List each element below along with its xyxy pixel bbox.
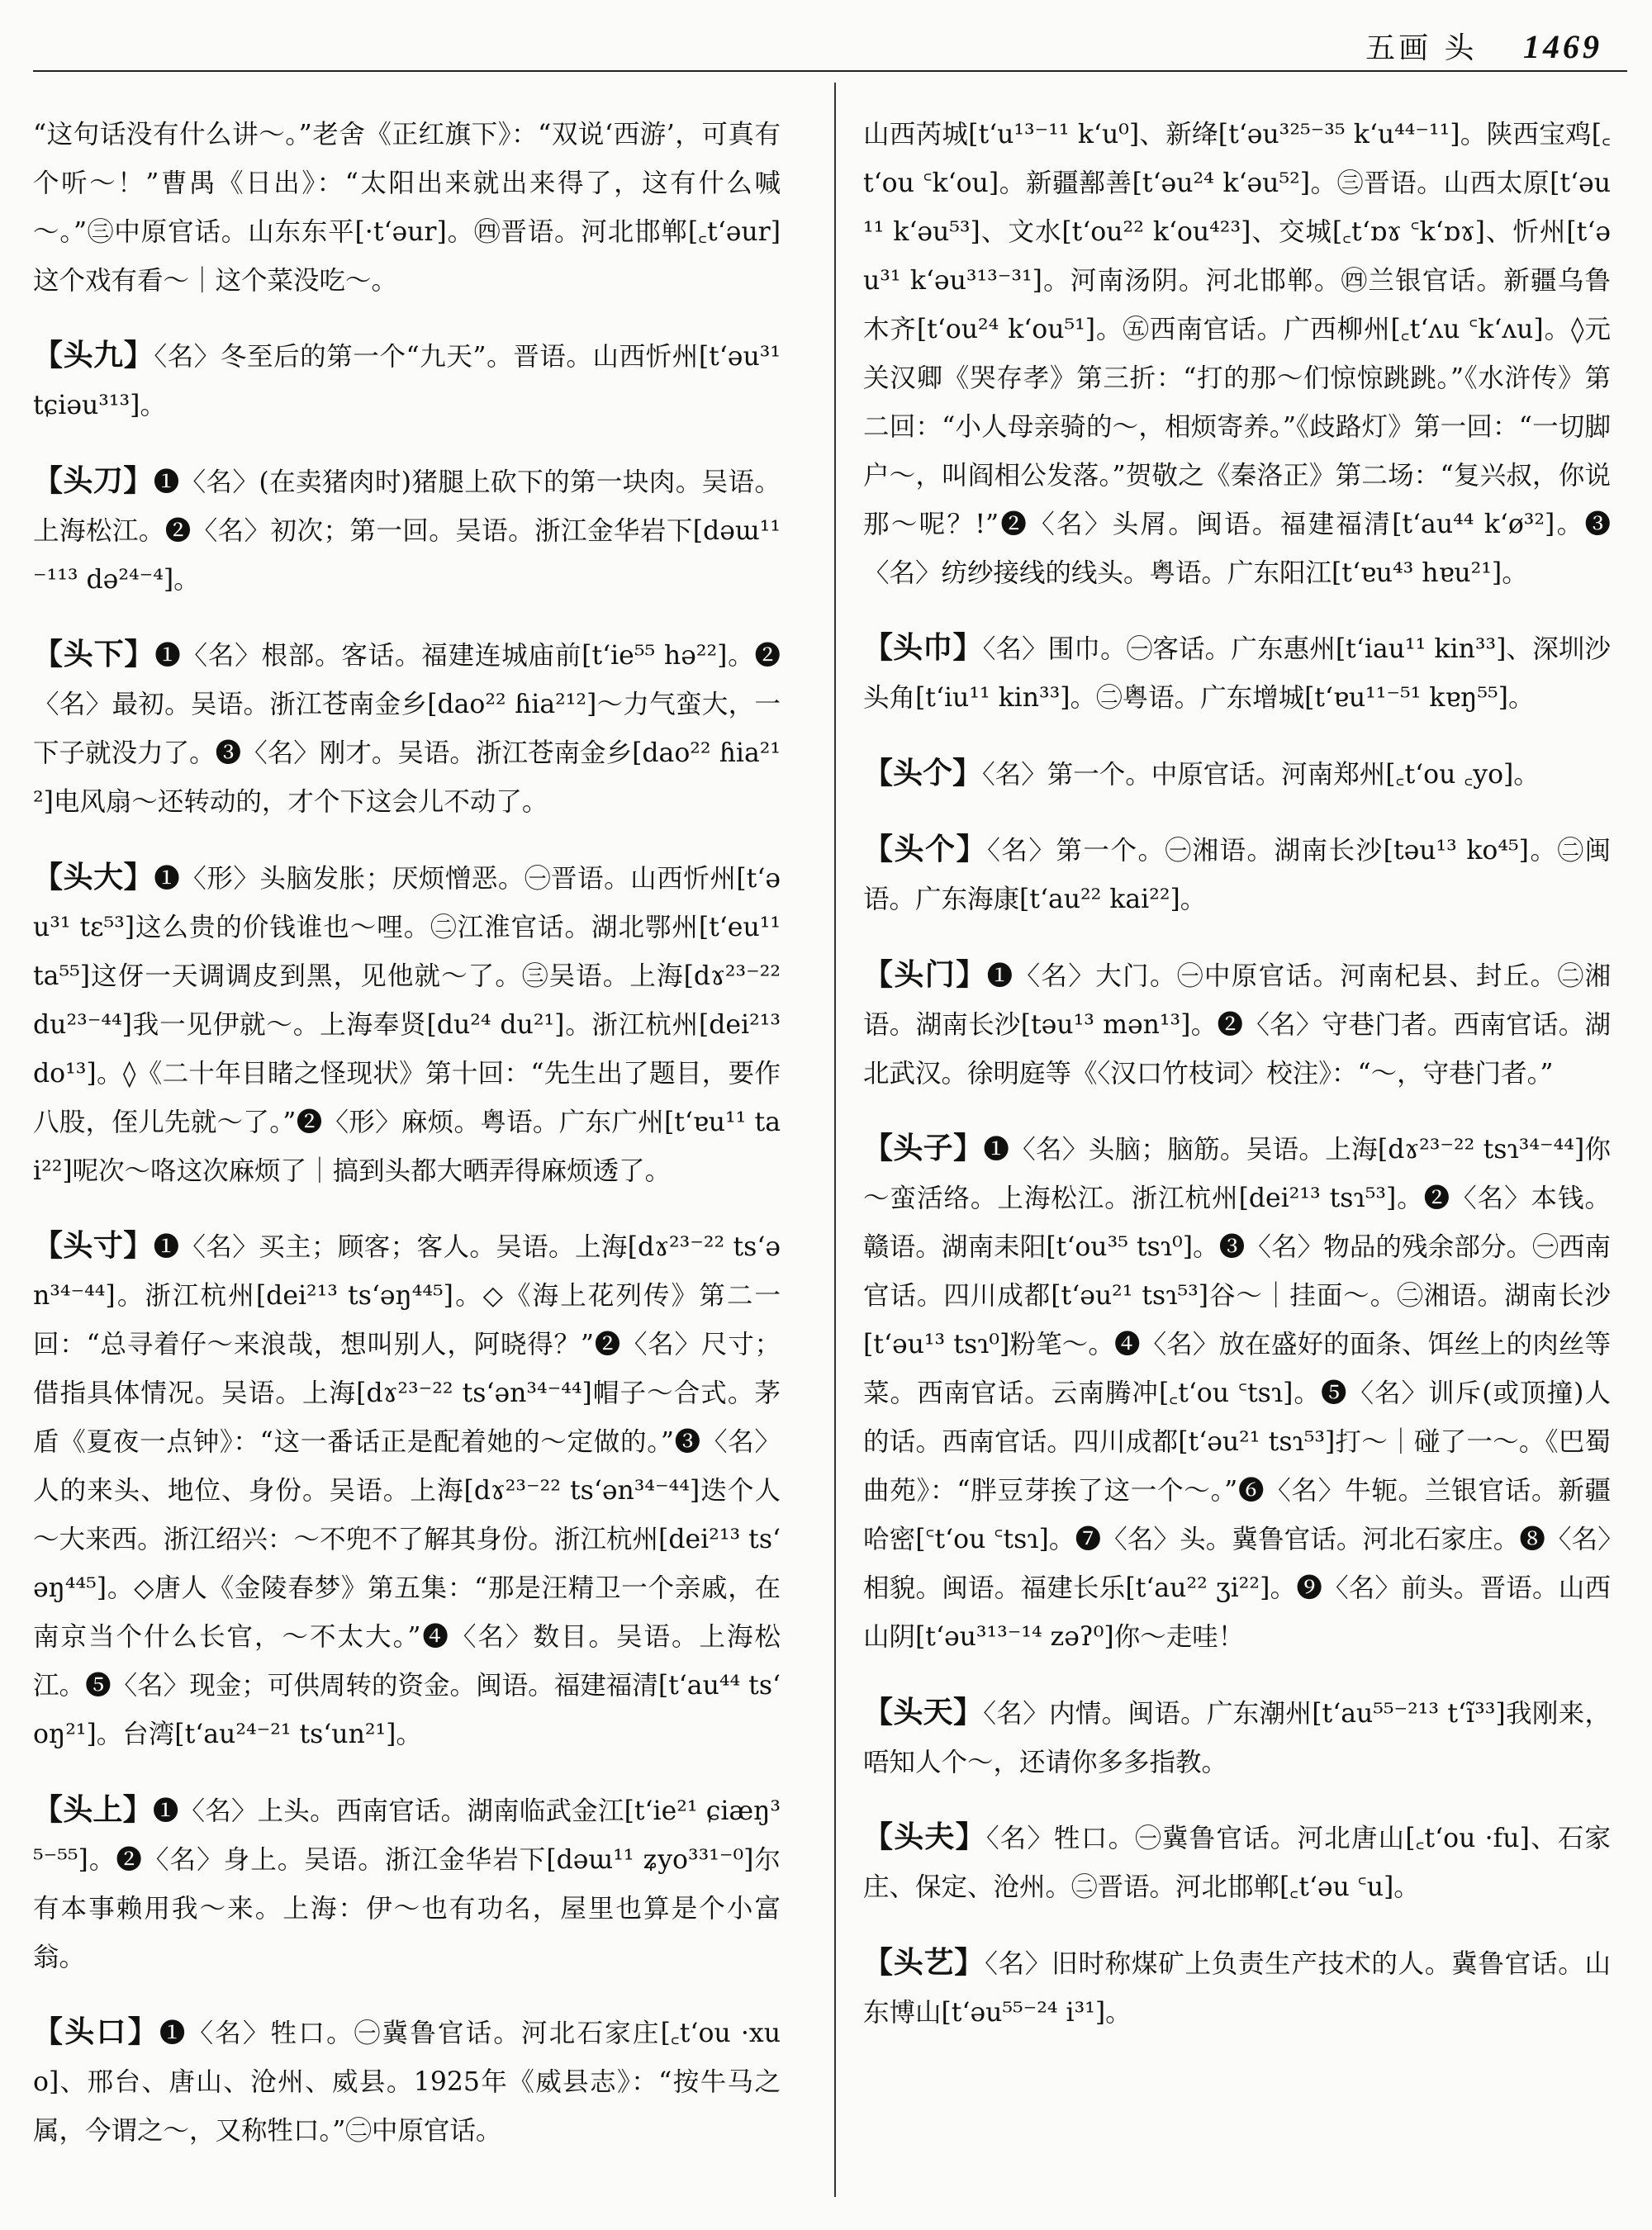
right-column [863, 83, 1611, 2213]
entry-text: “这句话没有什么讲～。”老舍《正红旗下》：“双说‘西游’，可真有个听～！”曹禺《日出》：“太阳出来就出来得了，这有什么喊～。”㊂中原官话。山东东平[·tʻəur]。㊃晋语。河北邯郸[꜀tʻəur] 这个戏有看～｜这个菜没吃～。 [33, 119, 781, 296]
entry-headword: 【头𠆤】 [863, 755, 983, 790]
entry-headword: 【头刀】 [33, 463, 154, 498]
left-column [33, 83, 781, 2213]
entry-headword: 【头子】 [863, 1131, 984, 1165]
entry-text: 〈名〉旧时称煤矿上负责生产技术的人。冀鲁官话。山东博山[tʻəu⁵⁵⁻²⁴ i³¹]。 [863, 1948, 1611, 2028]
entry-headword: 【头下】 [33, 637, 155, 671]
entry [863, 1938, 1611, 2038]
entry-text: ❶〈形〉头脑发胀；厌烦憎恶。㊀晋语。山西忻州[tʻəu³¹ tɛ⁵³]这么贵的价钱谁也～哩。㊁江淮官话。湖北鄂州[tʻeu¹¹ ta⁵⁵]这伢一天调调皮到黑，见他就～了。㊂吴语。上海[dɤ²³⁻²² du²³⁻⁴⁴]我一见伊就～。上海奉贤[du²⁴ du²¹]。浙江杭州[dei²¹³ do¹³]。◊《二十年目睹之怪现状》第十回：“先生出了题目，要作八股，侄儿先就～了。”❷〈形〉麻烦。粤语。广东广州[tʻɐu¹¹ tai²²]呢次～咯这次麻烦了｜搞到头都大晒弄得麻烦透了。 [33, 863, 781, 1186]
entry-text: ❶〈名〉牲口。㊀冀鲁官话。河北石家庄[꜀tʻou ·xuo]、邢台、唐山、沧州、威县。1925年《威县志》：“按牛马之属，今谓之～，又称牲口。”㊁中原官话。 [33, 2019, 781, 2146]
entry-text: ❶〈名〉买主；顾客；客人。吴语。上海[dɤ²³⁻²² tsʻən³⁴⁻⁴⁴]。浙江杭州[dei²¹³ tsʻəŋ⁴⁴⁵]。◇《海上花列传》第二一回：“总寻着仔～来浪哉，想叫别人，阿晓得？”❷〈名〉尺寸；借指具体情况。吴语。上海[dɤ²³⁻²² tsʻən³⁴⁻⁴⁴]帽子～合式。茅盾《夏夜一点钟》：“这一番话正是配着她的～定做的。”❸〈名〉人的来头、地位、身份。吴语。上海[dɤ²³⁻²² tsʻən³⁴⁻⁴⁴]迭个人～大来西。浙江绍兴：～不兜不了解其身份。浙江杭州[dei²¹³ tsʻəŋ⁴⁴⁵]。◇唐人《金陵春梦》第五集：“那是汪精卫一个亲戚，在南京当个什么长官，～不太大。”❹〈名〉数目。吴语。上海松江。❺〈名〉现金；可供周转的资金。闽语。福建福清[tʻau⁴⁴ tsʻoŋ²¹]。台湾[tʻau²⁴⁻²¹ tsʻun²¹]。 [33, 1232, 781, 1749]
entry-text: ❶〈名〉(在卖猪肉时)猪腿上砍下的第一块肉。吴语。上海松江。❷〈名〉初次；第一回。吴语。浙江金华岩下[dəɯ¹¹⁻¹¹³ də²⁴⁻⁴]。 [33, 467, 781, 595]
entry-text: ❶〈名〉大门。㊀中原官话。河南杞县、封丘。㊁湘语。湖南长沙[təu¹³ mən¹³]。❷〈名〉守巷门者。西南官话。湖北武汉。徐明庭等《〈汉口竹枝词〉校注》：“～，守巷门者。” [863, 961, 1611, 1089]
entry [863, 951, 1611, 1098]
entry [33, 1222, 781, 1759]
entry-headword: 【头门】 [863, 956, 987, 992]
entry-text: 山西芮城[tʻu¹³⁻¹¹ kʻu⁰]、新绛[tʻəu³²⁵⁻³⁵ kʻu⁴⁴⁻¹¹]。陕西宝鸡[꜀tʻou ꜂kʻou]。新疆鄯善[tʻəu²⁴ kʻəu⁵²]。㊂晋语。山西太原[tʻəu¹¹ kʻəu⁵³]、文水[tʻou²² kʻou⁴²³]、交城[꜀tʻɒɤ ꜂kʻɒɤ]、忻州[tʻəu³¹ kʻəu³¹³⁻³¹]。河南汤阴。河北邯郸。㊃兰银官话。新疆乌鲁木齐[tʻou²⁴ kʻou⁵¹]。㊄西南官话。广西柳州[꜀tʻʌu ꜂kʻʌu]。◊元关汉卿《哭存孝》第三折：“打的那～们惊惊跳跳。”《水浒传》第二回：“小人母亲骑的～，相烦寄养。”《歧路灯》第一回：“一切脚户～，叫阎相公发落。”贺敬之《秦洛正》第二场：“复兴叔，你说那～呢？!”❷〈名〉头屑。闽语。福建福清[tʻau⁴⁴ kʻø³²]。❸〈名〉纺纱接线的线头。粤语。广东阳江[tʻɐu⁴³ hɐu²¹]。 [863, 119, 1611, 588]
entry-text: 〈名〉第一个。中原官话。河南郑州[꜀tʻou ꜀yo]。 [982, 759, 1540, 790]
entry-headword: 【头大】 [33, 859, 154, 894]
entry-headword: 【头个】 [863, 832, 988, 866]
entry [33, 2008, 781, 2156]
entry-continuation [33, 109, 781, 306]
entry-headword: 【头口】 [33, 2014, 159, 2049]
entry-text: 〈名〉围巾。㊀客话。广东惠州[tʻiau¹¹ kin³³]、深圳沙头角[tʻiu¹¹ kin³³]。㊁粤语。广东增城[tʻɐu¹¹⁻⁵¹ kɐŋ⁵⁵]。 [863, 634, 1611, 713]
entry [863, 624, 1611, 723]
entry [33, 853, 781, 1196]
entry [33, 331, 781, 430]
entry-headword: 【头寸】 [33, 1228, 154, 1263]
entry-text: 〈名〉冬至后的第一个“九天”。晋语。山西忻州[tʻəu³¹ tɕiəu³¹³]。 [33, 342, 781, 420]
entry [863, 1124, 1611, 1662]
entry-text: 〈名〉内情。闽语。广东潮州[tʻau⁵⁵⁻²¹³ tʻĩ³³]我刚来，唔知人个～，还请你多多指教。 [863, 1698, 1611, 1777]
entry [863, 1688, 1611, 1787]
page-number: 1469 [1523, 28, 1602, 65]
header-rule [33, 70, 1627, 72]
entry-headword: 【头上】 [33, 1791, 153, 1827]
entry-headword: 【头夫】 [863, 1820, 986, 1854]
entry-headword: 【头艺】 [863, 1944, 985, 1980]
entry-text: 〈名〉第一个。㊀湘语。湖南长沙[təu¹³ ko⁴⁵]。㊁闽语。广东海康[tʻau²² kai²²]。 [863, 836, 1611, 914]
entry [33, 1786, 781, 1982]
entry [33, 457, 781, 605]
column-divider [834, 83, 836, 2197]
entry [863, 749, 1611, 799]
entry [33, 630, 781, 827]
section-title: 五画 头 [1365, 31, 1478, 65]
entry-text: ❶〈名〉上头。西南官话。湖南临武金江[tʻie²¹ ɕiæŋ³⁵⁻⁵⁵]。❷〈名〉身上。吴语。浙江金华岩下[dəɯ¹¹ ʑyo³³¹⁻⁰]尔有本事赖用我～来。上海：伊～也有功名，屋里也算是个小富翁。 [33, 1796, 781, 1972]
entry-text: 〈名〉牲口。㊀冀鲁官话。河北唐山[꜀tʻou ·fu]、石家庄、保定、沧州。㊁晋语。河北邯郸[꜀tʻəu ꜂u]。 [863, 1824, 1611, 1902]
entry [863, 1813, 1611, 1912]
running-head [1365, 25, 1602, 67]
entry-headword: 【头天】 [863, 1694, 984, 1729]
entry-continuation [863, 109, 1611, 598]
entry-headword: 【头九】 [33, 338, 154, 372]
entry [863, 825, 1611, 924]
entry-text: ❶〈名〉根部。客话。福建连城庙前[tʻie⁵⁵ hə²²]。❷〈名〉最初。吴语。浙江苍南金乡[dao²² ɦia²¹²]～力气蛮大，一下子就没力了。❸〈名〉刚才。吴语。浙江苍南金乡[dao²² ɦia²¹²]电风扇～还转动的，才个下这会儿不动了。 [33, 641, 781, 817]
entry-text: ❶〈名〉头脑；脑筋。吴语。上海[dɤ²³⁻²² tsɿ³⁴⁻⁴⁴]你～蛮活络。上海松江。浙江杭州[dei²¹³ tsɿ⁵³]。❷〈名〉本钱。赣语。湖南耒阳[tʻou³⁵ tsɿ⁰]。❸〈名〉物品的残余部分。㊀西南官话。四川成都[tʻəu²¹ tsɿ⁵³]谷～｜挂面～。㊁湘语。湖南长沙[tʻəu¹³ tsɿ⁰]粉笔～。❹〈名〉放在盛好的面条、饵丝上的肉丝等菜。西南官话。云南腾冲[꜀tʻou ꜂tsɿ]。❺〈名〉训斥(或顶撞)人的话。西南官话。四川成都[tʻəu²¹ tsɿ⁵³]打～｜碰了一～。《巴蜀曲苑》：“胖豆芽挨了这一个～。”❻〈名〉牛轭。兰银官话。新疆哈密[꜂tʻou ꜂tsɿ]。❼〈名〉头。冀鲁官话。河北石家庄。❽〈名〉相貌。闽语。福建长乐[tʻau²² ʒi²²]。❾〈名〉前头。晋语。山西山阴[tʻəu³¹³⁻¹⁴ zəʔ⁰]你～走哇！ [863, 1135, 1611, 1652]
entry-headword: 【头巾】 [863, 630, 983, 665]
